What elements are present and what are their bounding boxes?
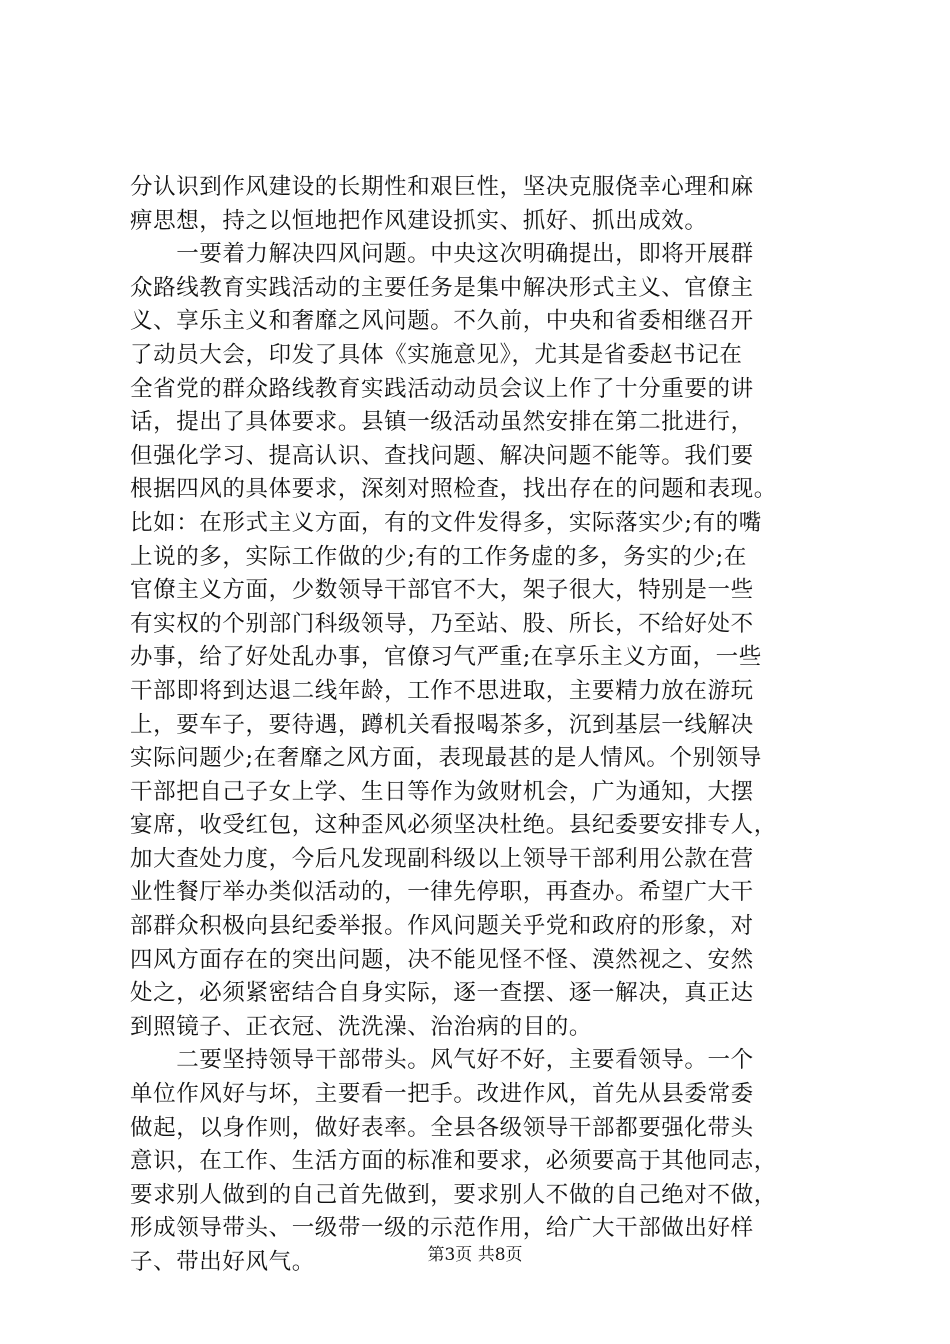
text-line: 上说的多，实际工作做的少;有的工作务虚的多，务实的少;在 bbox=[130, 543, 747, 570]
text-line: 处之，必须紧密结合自身实际，逐一查摆、逐一解决，真正达 bbox=[130, 980, 754, 1007]
text-line: 单位作风好与坏，主要看一把手。改进作风，首先从县委常委 bbox=[130, 1081, 754, 1108]
text-line: 全省党的群众路线教育实践活动动员会议上作了十分重要的讲 bbox=[130, 375, 754, 402]
page-number-label: 第3页 共8页 bbox=[427, 1245, 523, 1265]
text-line: 二要坚持领导干部带头。风气好不好，主要看领导。一个 bbox=[130, 1047, 754, 1074]
text-line: 众路线教育实践活动的主要任务是集中解决形式主义、官僚主 bbox=[130, 274, 754, 301]
text-line: 宴席，收受红包，这种歪风必须坚决杜绝。县纪委要安排专人， bbox=[130, 812, 777, 839]
text-line: 但强化学习、提高认识、查找问题、解决问题不能等。我们要 bbox=[130, 442, 754, 469]
text-line: 比如：在形式主义方面，有的文件发得多，实际落实少;有的嘴 bbox=[130, 509, 762, 536]
text-line: 做起，以身作则，做好表率。全县各级领导干部都要强化带头 bbox=[130, 1114, 754, 1141]
text-line: 一要着力解决四风问题。中央这次明确提出，即将开展群 bbox=[130, 241, 754, 268]
text-line: 加大查处力度，今后凡发现副科级以上领导干部利用公款在营 bbox=[130, 845, 754, 872]
page-footer bbox=[0, 1243, 950, 1267]
body-text bbox=[130, 171, 850, 1280]
text-line: 了动员大会，印发了具体《实施意见》，尤其是省委赵书记在 bbox=[130, 341, 743, 368]
text-line: 意识，在工作、生活方面的标准和要求，必须要高于其他同志， bbox=[130, 1148, 777, 1175]
text-line: 要求别人做到的自己首先做到，要求别人不做的自己绝对不做， bbox=[130, 1181, 777, 1208]
text-line: 到照镜子、正衣冠、洗洗澡、治治病的目的。 bbox=[130, 1013, 593, 1040]
text-line: 分认识到作风建设的长期性和艰巨性，坚决克服侥幸心理和麻 bbox=[130, 174, 754, 200]
text-line: 有实权的个别部门科级领导，乃至站、股、所长，不给好处不 bbox=[130, 610, 754, 637]
text-line: 官僚主义方面，少数领导干部官不大，架子很大，特别是一些 bbox=[130, 577, 754, 604]
text-line: 上，要车子，要待遇，蹲机关看报喝茶多，沉到基层一线解决 bbox=[130, 711, 754, 738]
text-line: 义、享乐主义和奢靡之风问题。不久前，中央和省委相继召开 bbox=[130, 308, 754, 335]
text-line: 干部即将到达退二线年龄，工作不思进取，主要精力放在游玩 bbox=[130, 677, 754, 704]
text-line: 形成领导带头、一级带一级的示范作用，给广大干部做出好样 bbox=[130, 1215, 754, 1242]
text-line: 痹思想，持之以恒地把作风建设抓实、抓好、抓出成效。 bbox=[130, 207, 708, 234]
text-line: 干部把自己子女上学、生日等作为敛财机会，广为通知，大摆 bbox=[130, 778, 754, 805]
text-line: 办事，给了好处乱办事，官僚习气严重;在享乐主义方面，一些 bbox=[130, 644, 762, 671]
text-line: 子、带出好风气。 bbox=[130, 1249, 315, 1275]
text-line: 部群众积极向县纪委举报。作风问题关乎党和政府的形象，对 bbox=[130, 913, 754, 940]
text-line: 业性餐厅举办类似活动的，一律先停职，再查办。希望广大干 bbox=[130, 879, 754, 906]
text-line: 实际问题少;在奢靡之风方面，表现最甚的是人情风。个别领导 bbox=[130, 745, 762, 772]
text-line: 四风方面存在的突出问题，决不能见怪不怪、漠然视之、安然 bbox=[130, 946, 754, 973]
text-line: 话，提出了具体要求。县镇一级活动虽然安排在第二批进行， bbox=[130, 409, 754, 436]
text-line: 根据四风的具体要求，深刻对照检查，找出存在的问题和表现。 bbox=[130, 476, 777, 503]
